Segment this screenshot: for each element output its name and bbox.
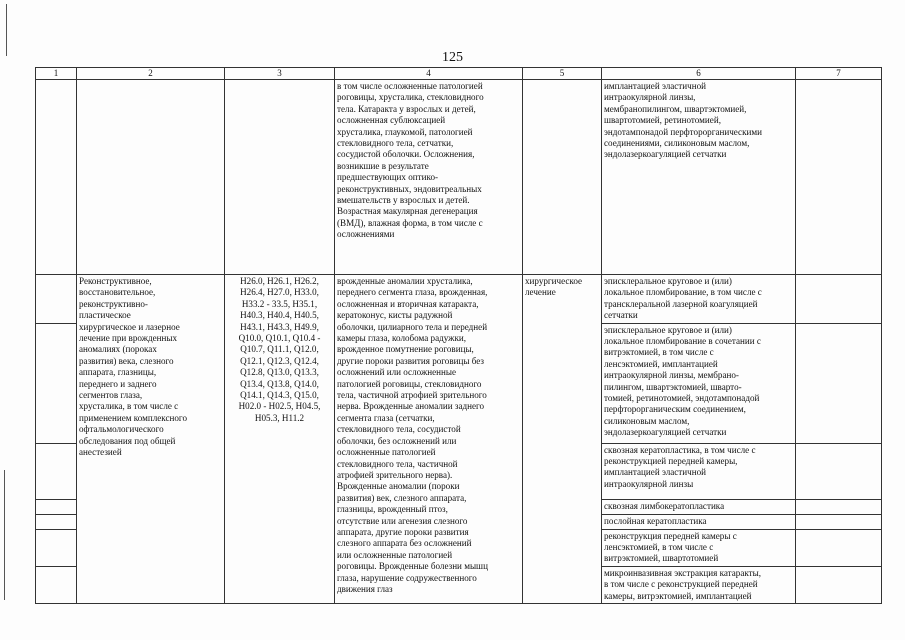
cell-empty bbox=[796, 275, 882, 324]
diagnosis-text: врожденные аномалии хрусталика, переднего сегмента глаза, врожденная, осложненная и вторичная катаракта, кератоконус, кисты радужной оболочки, цилиарного тела и передней камеры глаза, колобома радужки, врожденное помутнение роговицы, другие пороки развития роговицы без осложнений или осложненные патологией роговицы, стекловидного тела, частичной атрофией зрительного нерва. Врожденные аномалии заднего сегмента глаза (сетчатки, стекловидного тела, сосудистой оболочки, без осложнений или осложненные патологией стекловидного тела, частичной атрофией зрительного нерва). Врожденные аномалии (пороки развития) век, слезного аппарата, глазницы, врожденный птоз, отсутствие или агенезия слезного аппарата, другие пороки развития слезного аппарата без осложнений или осложненные патологией роговицы. Врожденные болезни мышц глаза, нарушение содружественного движения глаз bbox=[337, 276, 488, 594]
diagnosis-cell bbox=[335, 80, 523, 275]
diagnosis-cell bbox=[335, 275, 523, 604]
treatment-type-cell bbox=[523, 275, 602, 604]
cell-empty bbox=[77, 80, 225, 275]
method-cell bbox=[602, 499, 796, 514]
care-type-text: Реконструктивное, восстановительное, реконструктивно- пластическое хирургическое и лазерное лечение при врожденных аномалиях (пороках развития) века, слезного аппарата, глазницы, переднего и заднего сегментов глаза, хрусталика, в том числе с применением комплексного офтальмологического обследования под общей анестезией bbox=[79, 276, 187, 458]
cell-empty bbox=[796, 80, 882, 275]
cell-empty bbox=[796, 443, 882, 499]
header-row bbox=[36, 68, 882, 80]
icd-codes-cell bbox=[225, 275, 335, 604]
care-type-cell bbox=[77, 275, 225, 604]
cell-empty bbox=[36, 566, 77, 603]
cell-empty bbox=[36, 514, 77, 529]
method-text: эписклеральное круговое и (или) локальное пломбирование в сочетании с витрэктомией, в том числе с ленсэктомией, имплантацией интраокулярной линзы, мембрано- пилингом, швартэктомией, швартo- томией, ретинотомией, эндотампонадой перфторорганическим соединением, силиконовым маслом, эндолазеркоагуляцией сетчатки bbox=[604, 324, 761, 438]
method-cell bbox=[602, 566, 796, 603]
method-text: имплантацией эластичной интраокулярной линзы, мембранопилингом, швартэктомией, швартотомией, ретинотомией, эндотампонадой перфторорганическими соединениями, силиконовым маслом, эндолазеркоагуляцией сетчатки bbox=[604, 81, 762, 160]
cell-empty bbox=[796, 566, 882, 603]
method-cell bbox=[602, 529, 796, 566]
header-cell: 3 bbox=[225, 68, 335, 80]
scan-mark-left bbox=[6, 4, 7, 56]
method-text: микроинвазивная экстракция катаракты, в том числе с реконструкцией передней камеры, витрэктомией, имплантацией bbox=[604, 567, 762, 601]
method-cell bbox=[602, 323, 796, 443]
medical-care-table bbox=[35, 67, 882, 604]
scan-mark-left-lower bbox=[4, 470, 5, 600]
cell-empty bbox=[523, 80, 602, 275]
method-text: реконструкция передней камеры с ленсэктомией, в том числе с витрэктомией, швартотомией bbox=[604, 530, 737, 564]
cell-empty bbox=[36, 275, 77, 324]
method-text: послойная кератопластика bbox=[604, 515, 707, 526]
header-cell: 6 bbox=[602, 68, 796, 80]
header-cell: 5 bbox=[523, 68, 602, 80]
table-row-continuation bbox=[36, 80, 882, 275]
cell-empty bbox=[36, 443, 77, 499]
cell-empty bbox=[36, 529, 77, 566]
cell-empty bbox=[796, 529, 882, 566]
cell-empty bbox=[36, 80, 77, 275]
cell-empty bbox=[796, 499, 882, 514]
method-cell bbox=[602, 275, 796, 324]
method-cell bbox=[602, 443, 796, 499]
diagnosis-text: в том числе осложненные патологией роговицы, хрусталика, стекловидного тела. Катаракта у взрослых и детей, осложненная сублюксацией хрусталика, глаукомой, патологией стекловидного тела, сетчатки, сосудистой оболочки. Осложнения, возникшие в результате предшествующих оптико- реконструктивных, эндовитреальных вмешательств у взрослых и детей. Возрастная макулярная дегенерация (ВМД), влажная форма, в том числе с осложнениями bbox=[337, 81, 484, 240]
method-text: сквозная лимбокератопластика bbox=[604, 500, 725, 511]
header-cell: 2 bbox=[77, 68, 225, 80]
cell-empty bbox=[36, 499, 77, 514]
header-cell: 1 bbox=[36, 68, 77, 80]
header-cell: 4 bbox=[335, 68, 523, 80]
method-cell bbox=[602, 514, 796, 529]
method-text: сквозная кератопластика, в том числе с реконструкцией передней камеры, имплантацией эластичной интраокулярной линзы bbox=[604, 444, 756, 489]
method-text: эписклеральное круговое и (или) локальное пломбирование, в том числе с трансклеральной лазерной коагуляцией сетчатки bbox=[604, 276, 762, 321]
method-cell bbox=[602, 80, 796, 275]
header-cell: 7 bbox=[796, 68, 882, 80]
cell-empty bbox=[796, 514, 882, 529]
cell-empty bbox=[36, 323, 77, 443]
table-row-main bbox=[36, 275, 882, 324]
icd-codes-text: H26.0, H26.1, H26.2, H26.4, H27.0, H33.0, H33.2 - 33.5, H35.1, H40.3, H40.4, H40.5, H43.1, H43.3, H49.9, Q10.0, Q10.1, Q10.4 - Q10.7, Q11.1, Q12.0, Q12.1, Q12.3, Q12.4, Q12.8, Q13.0, Q13.3, Q13.4, Q13.8, Q14.0, Q14.1, Q14.3, Q15.0, H02.0 - H02.5, H04.5, H05.3, H11.2 bbox=[238, 276, 321, 423]
cell-empty bbox=[796, 323, 882, 443]
page-number: 125 bbox=[442, 50, 463, 65]
cell-empty bbox=[225, 80, 335, 275]
treatment-type-text: хирургическое лечение bbox=[525, 276, 583, 298]
